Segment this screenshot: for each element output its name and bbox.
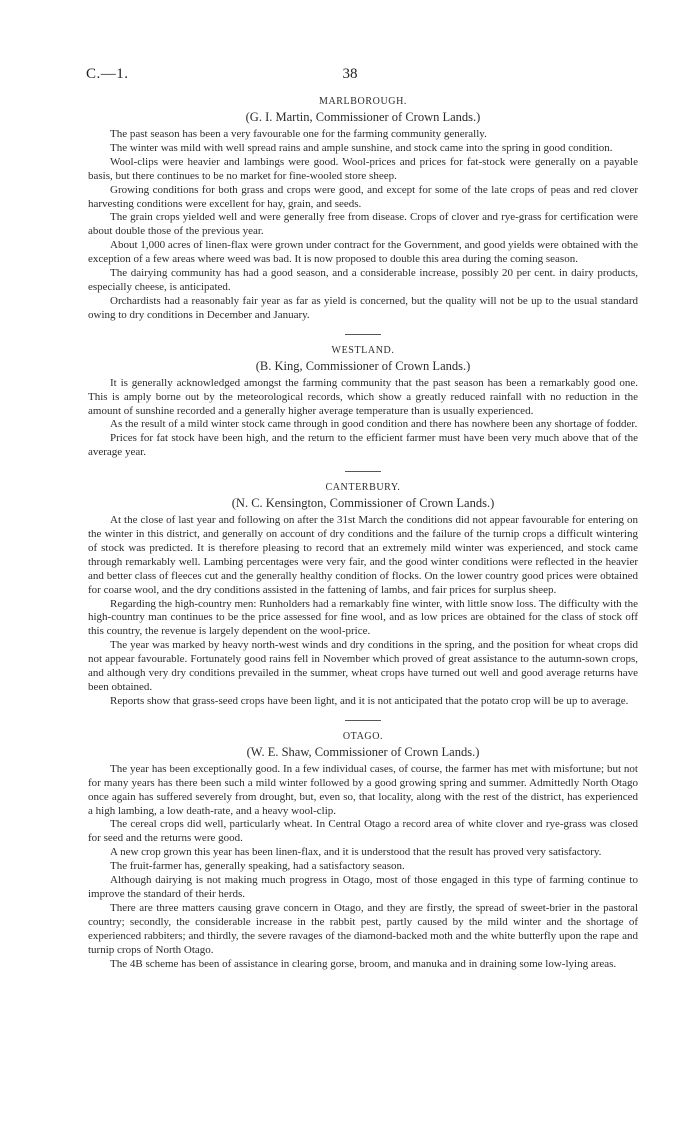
section-marlborough	[88, 96, 638, 323]
page-reference: C.—1.	[86, 66, 129, 82]
section-canterbury	[88, 482, 638, 709]
paragraph: The year has been exceptionally good. In a few individual cases, of course, the farmer has met with misfortune; but not for many years has there been such a mild winter followed by a good growing spring and summer. Admittedly North Otago once again has suffered severely from drought, but, even so, that locality, along with the rest of the district, has experienced a high lambing, a low death-rate, and a heavy wool-clip.	[88, 762, 638, 817]
report-body	[88, 96, 638, 971]
paragraph: Wool-clips were heavier and lambings were good. Wool-prices and prices for fat-stock were generally on a payable basis, but there continues to be no market for fine-wooled store sheep.	[88, 155, 638, 182]
paragraph: It is generally acknowledged amongst the farming community that the past season has been a remarkably good one. This is amply borne out by the meteorological records, which show a greatly reduced rainfall with no reduction in the amount of sunshine recorded and a generally higher average temperature than is usually experienced.	[88, 376, 638, 417]
paragraph: Orchardists had a reasonably fair year as far as yield is concerned, but the quality will not be up to the usual standard owing to dry conditions in December and January.	[88, 294, 638, 321]
paragraph: The 4B scheme has been of assistance in clearing gorse, broom, and manuka and in draining some low-lying areas.	[110, 957, 617, 970]
section-title: CANTERBURY.	[325, 482, 401, 494]
section-title: MARLBOROUGH.	[318, 96, 408, 107]
paragraph: About 1,000 acres of linen-flax were grown under contract for the Government, and good yields were obtained with the exception of a few areas where weed was bad. It is now proposed to double this area during the coming season.	[88, 239, 638, 266]
paragraph: The grain crops yielded well and were generally free from disease. Crops of clover and rye-grass for certification were about double those of the previous year.	[88, 211, 638, 238]
page-number: 38	[342, 66, 358, 82]
commissioner-line: (W. E. Shaw, Commissioner of Crown Lands.)	[246, 744, 480, 759]
paragraph: The dairying community has had a good season, and a considerable increase, possibly 20 per cent. in dairy products, especially cheese, is anticipated.	[88, 267, 638, 293]
paragraph: Prices for fat stock have been high, and the return to the efficient farmer must have been very much above that of the average year.	[88, 432, 638, 459]
paragraph: The winter was mild with well spread rains and ample sunshine, and stock came into the spring in good condition.	[110, 141, 613, 154]
commissioner-line: (G. I. Martin, Commissioner of Crown Lands.)	[245, 110, 481, 124]
section-title: WESTLAND.	[331, 344, 395, 356]
section-divider	[345, 471, 381, 472]
commissioner-line: (N. C. Kensington, Commissioner of Crown Lands.)	[231, 496, 495, 511]
paragraph: The cereal crops did well, particularly wheat. In Central Otago a record area of white clover and rye-grass was closed for seed and the returns were good.	[88, 818, 638, 845]
section-westland	[88, 345, 638, 460]
paragraph: The past season has been a very favourable one for the farming community generally.	[110, 128, 487, 140]
paragraph: The year was marked by heavy north-west winds and dry conditions in the spring, and the position for wheat crops did not appear favourable. Fortunately good rains fell in November which proved of great assistance to the autumn-sown crops, and although very dry conditions prevailed in the summer, wheat crops have turned out well and good average returns have been obtained.	[88, 639, 638, 693]
section-divider	[345, 334, 381, 335]
paragraph: A new crop grown this year has been linen-flax, and it is understood that the result has proved very satisfactory.	[110, 846, 602, 859]
section-otago	[88, 731, 638, 972]
paragraph: Although dairying is not making much progress in Otago, most of those engaged in this type of farming continue to improve the standard of their herds.	[88, 874, 638, 900]
paragraph: Regarding the high-country men: Runholders had a remarkably fine winter, with little snow loss. The difficulty with the high-country man continues to be the price assessed for fine wool, and as low prices are obtained for the class of stock off this country, the revenue is largely dependent on the wool-price.	[88, 597, 638, 638]
paragraph: Growing conditions for both grass and crops were good, and except for some of the late crops of peas and red clover harvesting conditions were excellent for hay, grain, and seeds.	[88, 183, 638, 210]
commissioner-line: (B. King, Commissioner of Crown Lands.)	[255, 358, 471, 373]
paragraph: Reports show that grass-seed crops have been light, and it is not anticipated that the potato crop will be up to average.	[110, 694, 629, 707]
paragraph: There are three matters causing grave concern in Otago, and they are firstly, the spread of sweet-brier in the pastoral country; secondly, the considerable increase in the rabbit pest, partly caused by the mild winter and the shortage of experienced rabbiters; and thirdly, the severe ravages of the diamond-backed moth and the white butterfly upon the rape and turnip crops of North Otago.	[88, 901, 638, 956]
paragraph: At the close of last year and following on after the 31st March the conditions did not appear favourable for entering on the winter in this district, and generally on account of dry conditions and the failure of the turnip crops a difficult wintering of stock was predicted. It is therefore pleasing to record that an extremely mild winter was experienced, and stock came through remarkably well. Lambing percentages were very fair, and the good winter conditions were reflected in the heavier and better class of fleeces cut and the generally healthy condition of flocks. On the lower country good prices were obtained for coarse wool, and the dry conditions assisted in the fattening of lambs, and fair prices for surplus sheep.	[88, 514, 638, 596]
section-divider	[345, 720, 381, 721]
paragraph: As the result of a mild winter stock came through in good condition and there has nowhere been any shortage of fodder.	[110, 418, 638, 431]
section-title: OTAGO.	[342, 730, 384, 742]
paragraph: The fruit-farmer has, generally speaking, had a satisfactory season.	[110, 860, 405, 873]
